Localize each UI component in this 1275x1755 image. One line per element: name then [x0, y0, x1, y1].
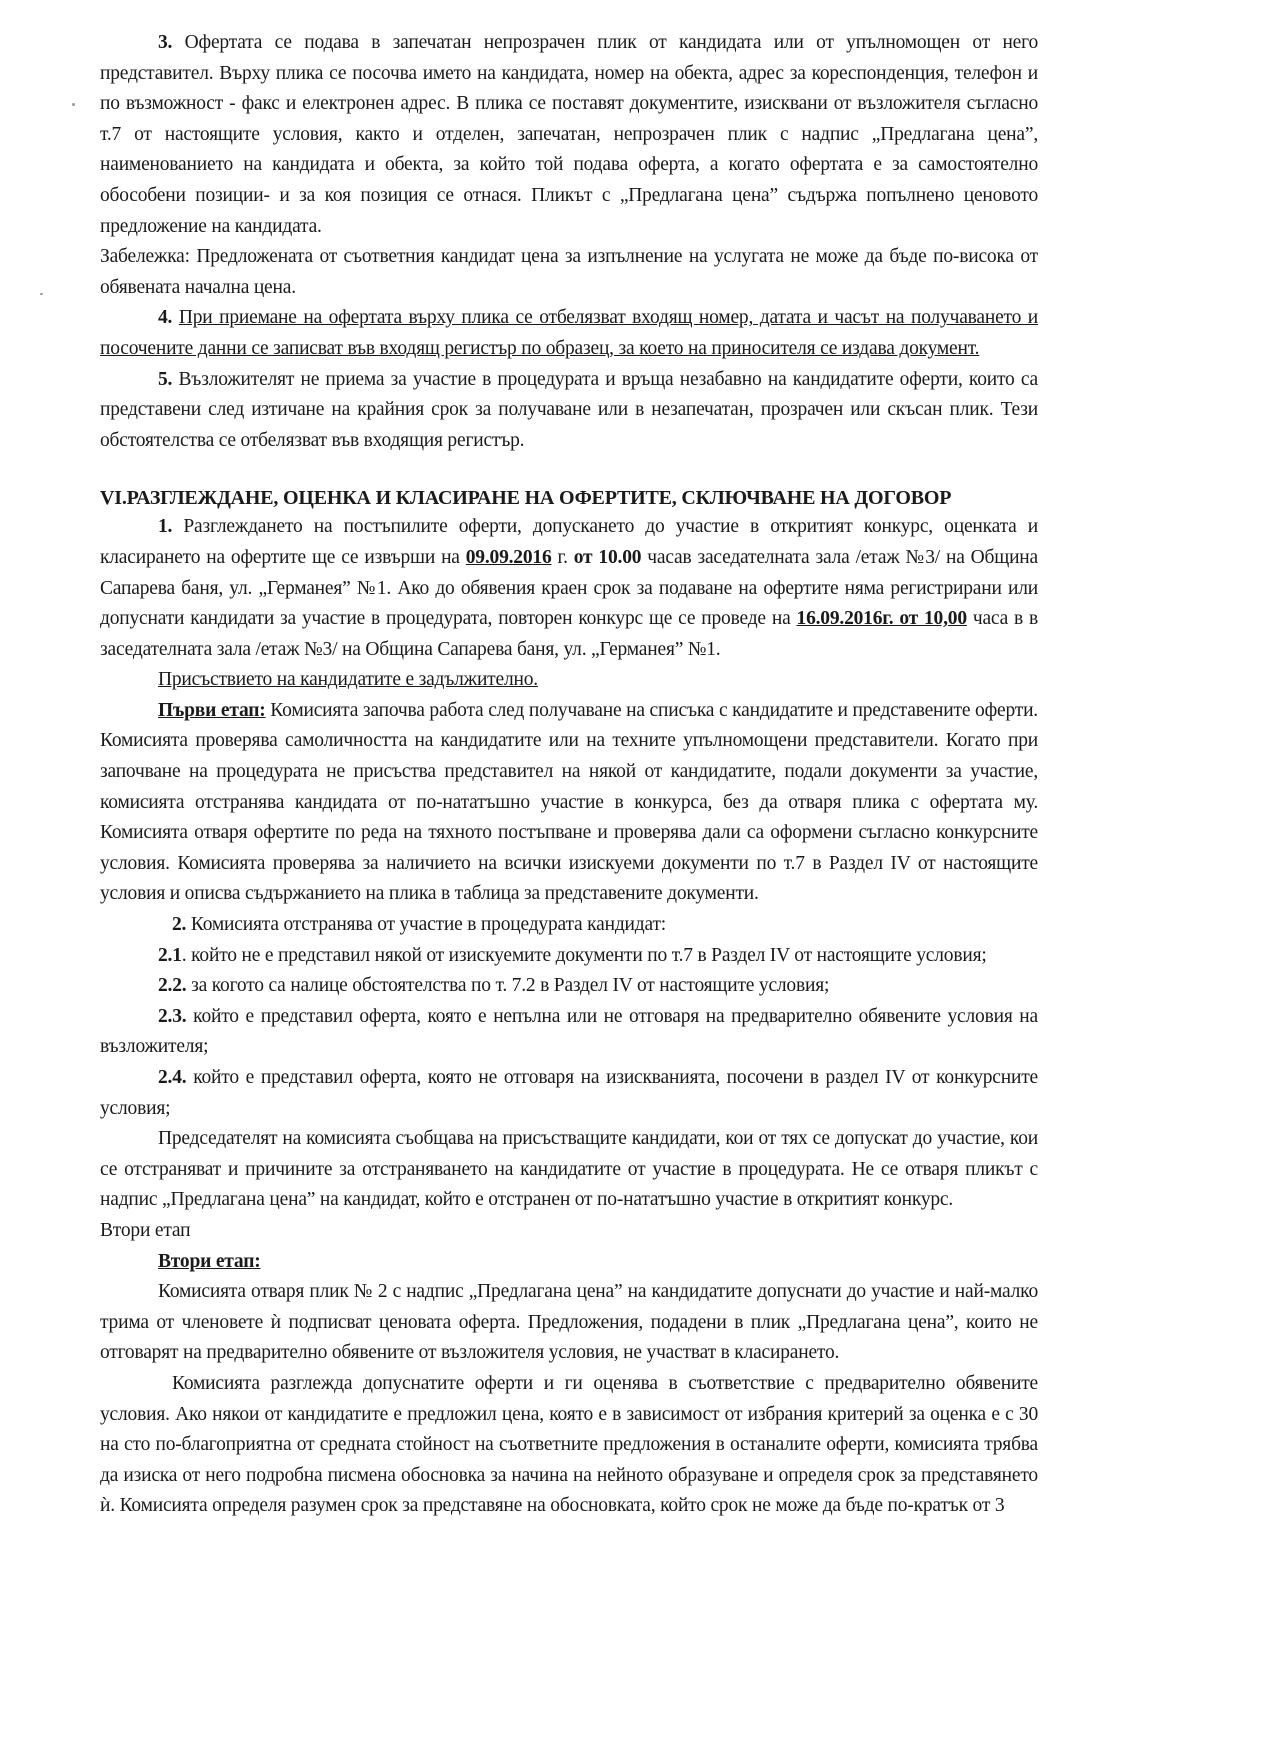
text-run: 1.: [158, 516, 184, 538]
scan-speck: [72, 103, 75, 106]
paragraph: [100, 665, 1038, 696]
paragraph: [100, 1277, 1038, 1369]
section-heading: [100, 484, 1038, 512]
paragraph: [100, 941, 1038, 972]
paragraph: [100, 1063, 1038, 1124]
text-run: Комисията започва работа след получаване на списъка с кандидатите и представените оферти. Комисията проверява самоличността на кандидатите или на техните упълномощени представители. Когато при започване на процедурата не присъства представител на някой от кандидатите, подали документи за участие, комисията отстранява кандидата от по-нататъшно участие в конкурса, без да отваря плика с офертата му. Комисията отваря офертите по реда на тяхното постъпване и проверява дали са оформени съгласно конкурсните условия. Комисията проверява за наличието на всички изискуеми документи по т.7 в Раздел IV от настоящите условия и описва съдържанието на плика в таблица за представените документи.: [100, 699, 1038, 905]
text-run: 3.: [158, 32, 185, 53]
text-run: 2.: [172, 914, 191, 936]
paragraph: [100, 242, 1038, 303]
text-run: 16.09.2016г. от 10,00: [796, 608, 967, 630]
text-run: Възложителят не приема за участие в процедурата и връща незабавно на кандидатите оферти, които са представени след изтичане на крайния срок за получаване или в незапечатан, прозрачен или скъсан плик. Тези обстоятелства се отбелязват във входящия регистър.: [100, 368, 1039, 451]
text-run: 4.: [158, 307, 179, 329]
text-run: Присъствието на кандидатите е задължително.: [158, 669, 538, 691]
text-run: който е представил оферта, която не отговаря на изискванията, посочени в раздел IV от конкурсните условия;: [100, 1067, 1038, 1119]
paragraph: [100, 910, 1038, 941]
text-run: Комисията отстранява от участие в процедурата кандидат:: [190, 914, 666, 936]
text-run: Втори етап:: [158, 1250, 261, 1272]
text-run: 09.09.2016: [465, 546, 552, 568]
text-run: Забележка: Предложената от съответния кандидат цена за изпълнение на услугата не може да бъде по-висока от обявената начална цена.: [100, 246, 1038, 298]
paragraph: [100, 1216, 1038, 1247]
paragraph: [100, 1002, 1038, 1063]
document-page: [100, 28, 1038, 1522]
paragraph: [100, 1124, 1038, 1216]
paragraph: [100, 512, 1038, 665]
paragraph: [100, 1247, 1038, 1278]
text-run: 5.: [158, 368, 179, 390]
text-run: часа в в заседателната зала /етаж №3/ на Община Сапарева баня, ул. „Германея” №1.: [100, 608, 1039, 660]
text-run: от 10.00: [573, 546, 642, 568]
text-run: 2.1: [158, 944, 182, 966]
text-run: VI.РАЗГЛЕЖДАНЕ, ОЦЕНКА И КЛАСИРАНЕ НА ОФЕРТИТЕ, СКЛЮЧВАНЕ НА ДОГОВОР: [100, 487, 952, 510]
text-run: 2.2.: [158, 975, 187, 997]
text-run: г.: [551, 546, 574, 568]
text-run: който е представил оферта, която е непълна или не отговаря на предварително обявените условия на възложителя;: [100, 1005, 1038, 1058]
paragraph: [100, 365, 1038, 457]
paragraph: [100, 28, 1038, 242]
text-run: Председателят на комисията съобщава на присъстващите кандидати, кои от тях се допускат до участие, кои се отстраняват и причините за отстраняването на кандидатите от участие в процедурата. Не се отваря пликът с надпис „Предлагана цена” на кандидат, който е отстранен от по-нататъшно участие в откритият конкурс.: [100, 1128, 1038, 1211]
text-run: за когото са налице обстоятелства по т. 7.2 в Раздел IV от настоящите условия;: [186, 975, 830, 997]
scan-speck: [40, 293, 43, 295]
text-run: Разглеждането на постъпилите оферти, допускането до участие в откритият конкурс, оценката и класирането на офертите ще се извърши на: [100, 516, 1038, 568]
text-run: Втори етап: [100, 1219, 191, 1241]
paragraph: [100, 303, 1038, 364]
text-run: 2.4.: [158, 1067, 187, 1088]
text-run: Комисията разглежда допуснатите оферти и ги оценява в съответствие с предварително обявените условия. Ако някои от кандидатите е предложил цена, която е в зависимост от избрания критерий за оценка е с 30 на сто по-благоприятна от средната стойност на съответните предложения в останалите оферти, комисията трябва да изиска от него подробна писмена обосновка за начина на нейното образуване и определя срок за представянето ѝ. Комисията определя разумен срок за представяне на обосновката, който срок не може да бъде по-кратък от 3: [100, 1372, 1038, 1517]
paragraph: [100, 696, 1038, 910]
text-run: Комисията отваря плик № 2 с надпис „Предлагана цена” на кандидатите допуснати до участие и най-малко трима от членовете ѝ подписват ценовата оферта. Предложения, подадени в плик „Предлагана цена”, които не отговарят на предварително обявените от възложителя условия, не участват в класирането.: [100, 1281, 1038, 1364]
text-run: 2.3.: [158, 1005, 187, 1027]
text-run: Офертата се подава в запечатан непрозрачен плик от кандидата или от упълномощен от него представител. Върху плика се посочва името на кандидата, номер на обекта, адрес за кореспонденция, телефон и по възможност - факс и електронен адрес. В плика се поставят документите, изисквани от възложителя съгласно т.7 от настоящите условия, както и отделен, запечатан, непрозрачен плик с надпис „Предлагана цена”, наименованието на кандидата и обекта, за който той подава оферта, а когато офертата е за самостоятелно обособени позиции- и за коя позиция се отнася. Пликът с „Предлагана цена” съдържа попълнено ценовото предложение на кандидата.: [100, 32, 1038, 237]
text-run: . който не е представил някой от изискуемите документи по т.7 в Раздел IV от настоящите условия;: [181, 944, 987, 966]
text-run: Първи етап:: [158, 699, 266, 721]
paragraph: [100, 1369, 1038, 1522]
text-run: часав заседателната зала /етаж №3/ на Община Сапарева баня, ул. „Германея” №1. Ако до обявения краен срок за подаване на офертите няма регистрирани или допуснати кандидати за участие в процедурата, повторен конкурс ще се проведе на: [100, 546, 1038, 630]
text-run: При приемане на офертата върху плика се отбелязват входящ номер, датата и часът на получаването и посочените данни се записват във входящ регистър по образец, за което на приносителя се издава документ.: [100, 307, 1039, 359]
paragraph: [100, 971, 1038, 1002]
